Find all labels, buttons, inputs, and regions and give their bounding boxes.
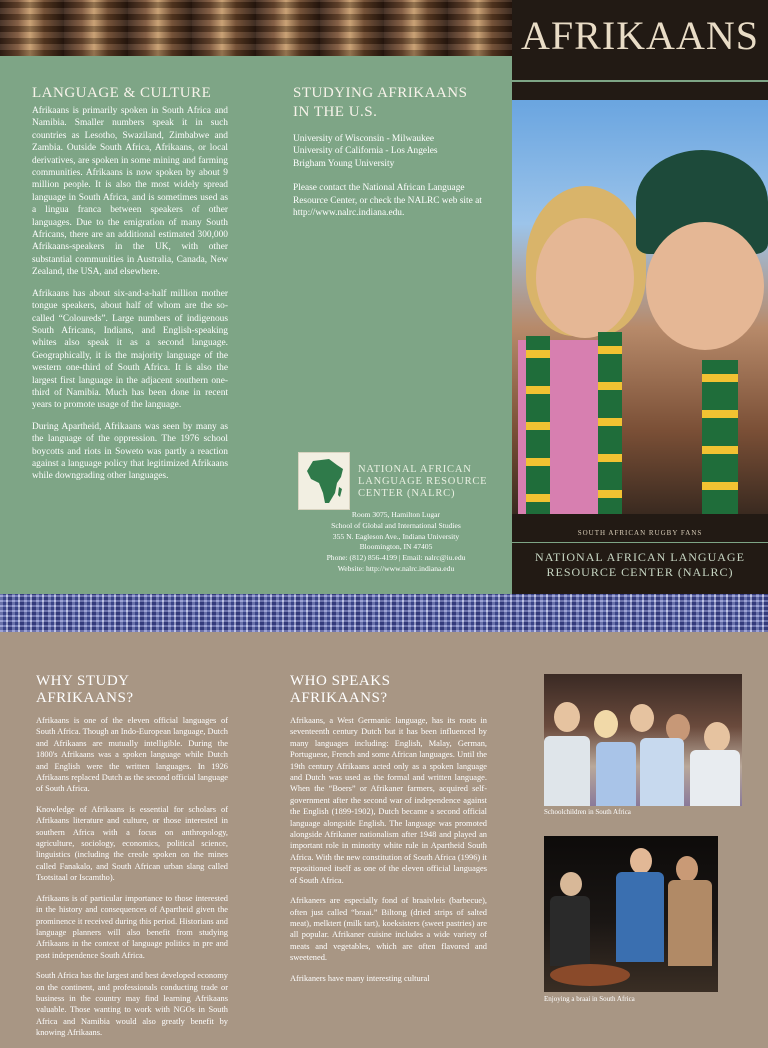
address-line: Website: http://www.nalrc.indiana.edu	[337, 563, 455, 573]
address-line: Room 3075, Hamilton Lugar	[351, 510, 441, 519]
university-item: University of California - Los Angeles	[293, 146, 438, 157]
studying-section	[293, 84, 499, 228]
caption-divider	[512, 542, 768, 543]
paragraph: South Africa has the largest and best developed economy on the continent, and professionals conducting trade or business in the country may find learning Afrikaans valuable. Those wanting to work with NGOs in South Africa and Namibia would also greatly benefit by knowing Afrikaans.	[36, 971, 228, 1038]
nalrc-caption	[512, 550, 768, 580]
fabric-pattern-band	[0, 594, 768, 632]
studying-heading-line: STUDYING AFRIKAANS	[293, 85, 468, 101]
paragraph: Afrikaans has about six-and-a-half million mother tongue speakers, about half of whom are the so-called “Coloureds”. Large numbers of indigenous South Africans, Indians, and English-speaking whites also speak it as a second language. Geographically, it is the majority language of the western one-third of South Africa. It is also the largest first language in the adjacent southern one-third of Namibia. Much has been done in recent years to promote usage of the language.	[32, 288, 228, 411]
studying-heading	[293, 84, 499, 122]
braai-photo	[544, 836, 718, 992]
language-culture-section	[32, 85, 228, 492]
nalrc-name-line: LANGUAGE RESOURCE	[358, 476, 488, 487]
who-speaks-heading: WHO SPEAKS AFRIKAANS?	[290, 673, 391, 706]
contact-text: Please contact the National African Language Resource Center, or check the NALRC web site at http://www.nalrc.indiana.edu.	[293, 183, 482, 219]
thumbnail-caption: Enjoying a braai in South Africa	[544, 995, 635, 1003]
university-item: University of Wisconsin - Milwaukee	[293, 134, 435, 144]
paragraph: Afrikaners have many interesting cultural	[290, 973, 430, 983]
rugby-fans-photo	[512, 100, 768, 514]
paragraph: Afrikaners are especially fond of braaivleis (barbecue), often just called “braai.” Biltong (dried strips of salted meat), melktert (milk tart), koeksisters (sweet pastries) are all popular. Afrikaner cuisine includes a wide variety of meats and vegetables, which are often flavored and sweetened.	[290, 896, 487, 963]
paragraph: Knowledge of Afrikaans is essential for scholars of Afrikaans literature and culture, or those interested in southern Africa with a focus on anthropology, agriculture, sociology, economics, political science, linguistics (including the creole spoken on the mines called Fanakalo, and South African urban slang called Tsotsitaal or Iscamtho).	[36, 804, 228, 883]
address-line: School of Global and International Studies	[331, 520, 461, 530]
address-line: 355 N. Eagleson Ave., Indiana University	[332, 531, 460, 541]
carving-banner-image	[0, 0, 512, 56]
schoolchildren-photo	[544, 674, 742, 806]
nalrc-caption-line: RESOURCE CENTER (NALRC)	[546, 565, 734, 579]
paragraph: Afrikaans is one of the eleven official languages of South Africa. Though an Indo-European language, Dutch and Afrikaans are mutually intelligible. During the 1800's Afrikaans was a spoken language while Dutch and English were the written languages. In 1926 Afrikaans replaced Dutch as the second official language of South Africa.	[36, 716, 228, 794]
nalrc-caption-line: NATIONAL AFRICAN LANGUAGE	[535, 550, 745, 564]
why-study-heading: WHY STUDY AFRIKAANS?	[36, 673, 134, 706]
title-divider	[512, 80, 768, 82]
who-speaks-section	[290, 673, 487, 1024]
paragraph: Afrikaans, a West Germanic language, has its roots in seventeenth century Dutch but it has been influenced by many languages including: English, Malay, German, Portuguese, French and some African languages. Until the 19th century Afrikaans acted only as a spoken language and Dutch was used as the formal and written language. When the “Boers” or Afrikaner farmers, acquired self-government after the second war of independence against the English (1899-1902), Dutch became a second official language alongside English. The language was promoted alongside Afrikaner nationalism after 1948 and played an important role in minority white rule in Apartheid South Africa. With the new constitution of South Africa (1996) it repositioned itself as one of the eleven official languages of South Africa.	[290, 716, 487, 885]
studying-heading-line: IN THE U.S.	[293, 104, 378, 120]
language-culture-heading: LANGUAGE & CULTURE	[32, 85, 212, 101]
why-study-section	[36, 673, 228, 1048]
photo-caption: SOUTH AFRICAN RUGBY FANS	[577, 529, 703, 537]
paragraph: During Apartheid, Afrikaans was seen by many as the language of the oppression. The 1976 school boycotts and riots in Soweto was partly a reaction against a language policy that legitimized Afrikaans while downgrading other languages.	[32, 421, 228, 482]
address-line: Bloomington, IN 47405	[359, 542, 433, 552]
thumbnail-caption: Schoolchildren in South Africa	[544, 808, 631, 816]
paragraph: Afrikaans is of particular importance to those interested in the history and consequences of Apartheid given the prominence it received during this period. Historians and language planners will also benefit from studying Afrikaans in the context of language politics in pre and post independence South Africa.	[36, 893, 228, 960]
university-item: Brigham Young University	[293, 158, 395, 169]
africa-map-logo-icon	[298, 452, 350, 510]
nalrc-name-line: CENTER (NALRC)	[358, 488, 456, 499]
nalrc-logo-text	[358, 464, 508, 500]
brochure-title: AFRIKAANS	[521, 13, 759, 58]
nalrc-name-line: NATIONAL AFRICAN	[358, 464, 472, 475]
address-line: Phone: (812) 856-4199 | Email: nalrc@iu.edu	[326, 553, 466, 563]
nalrc-address	[290, 510, 502, 575]
paragraph: Afrikaans is primarily spoken in South Africa and Namibia. Smaller numbers speak it in such countries as Lesotho, Swaziland, Zimbabwe and Zambia. Outside South Africa, Afrikaans, or local derivatives, are spoken in some mining and farming communities. Afrikaans is now spoken by about 9 million people. It is also the most widely spread language in South Africa, and is sometimes used as a lingua franca between speakers of other languages. Due to the emigration of many South Africans, there are an additional estimated 300,000 Afrikaans-speakers in the UK, with other substantial communities in Australia, Canada, New Zealand, the USA, and elsewhere.	[32, 106, 228, 278]
